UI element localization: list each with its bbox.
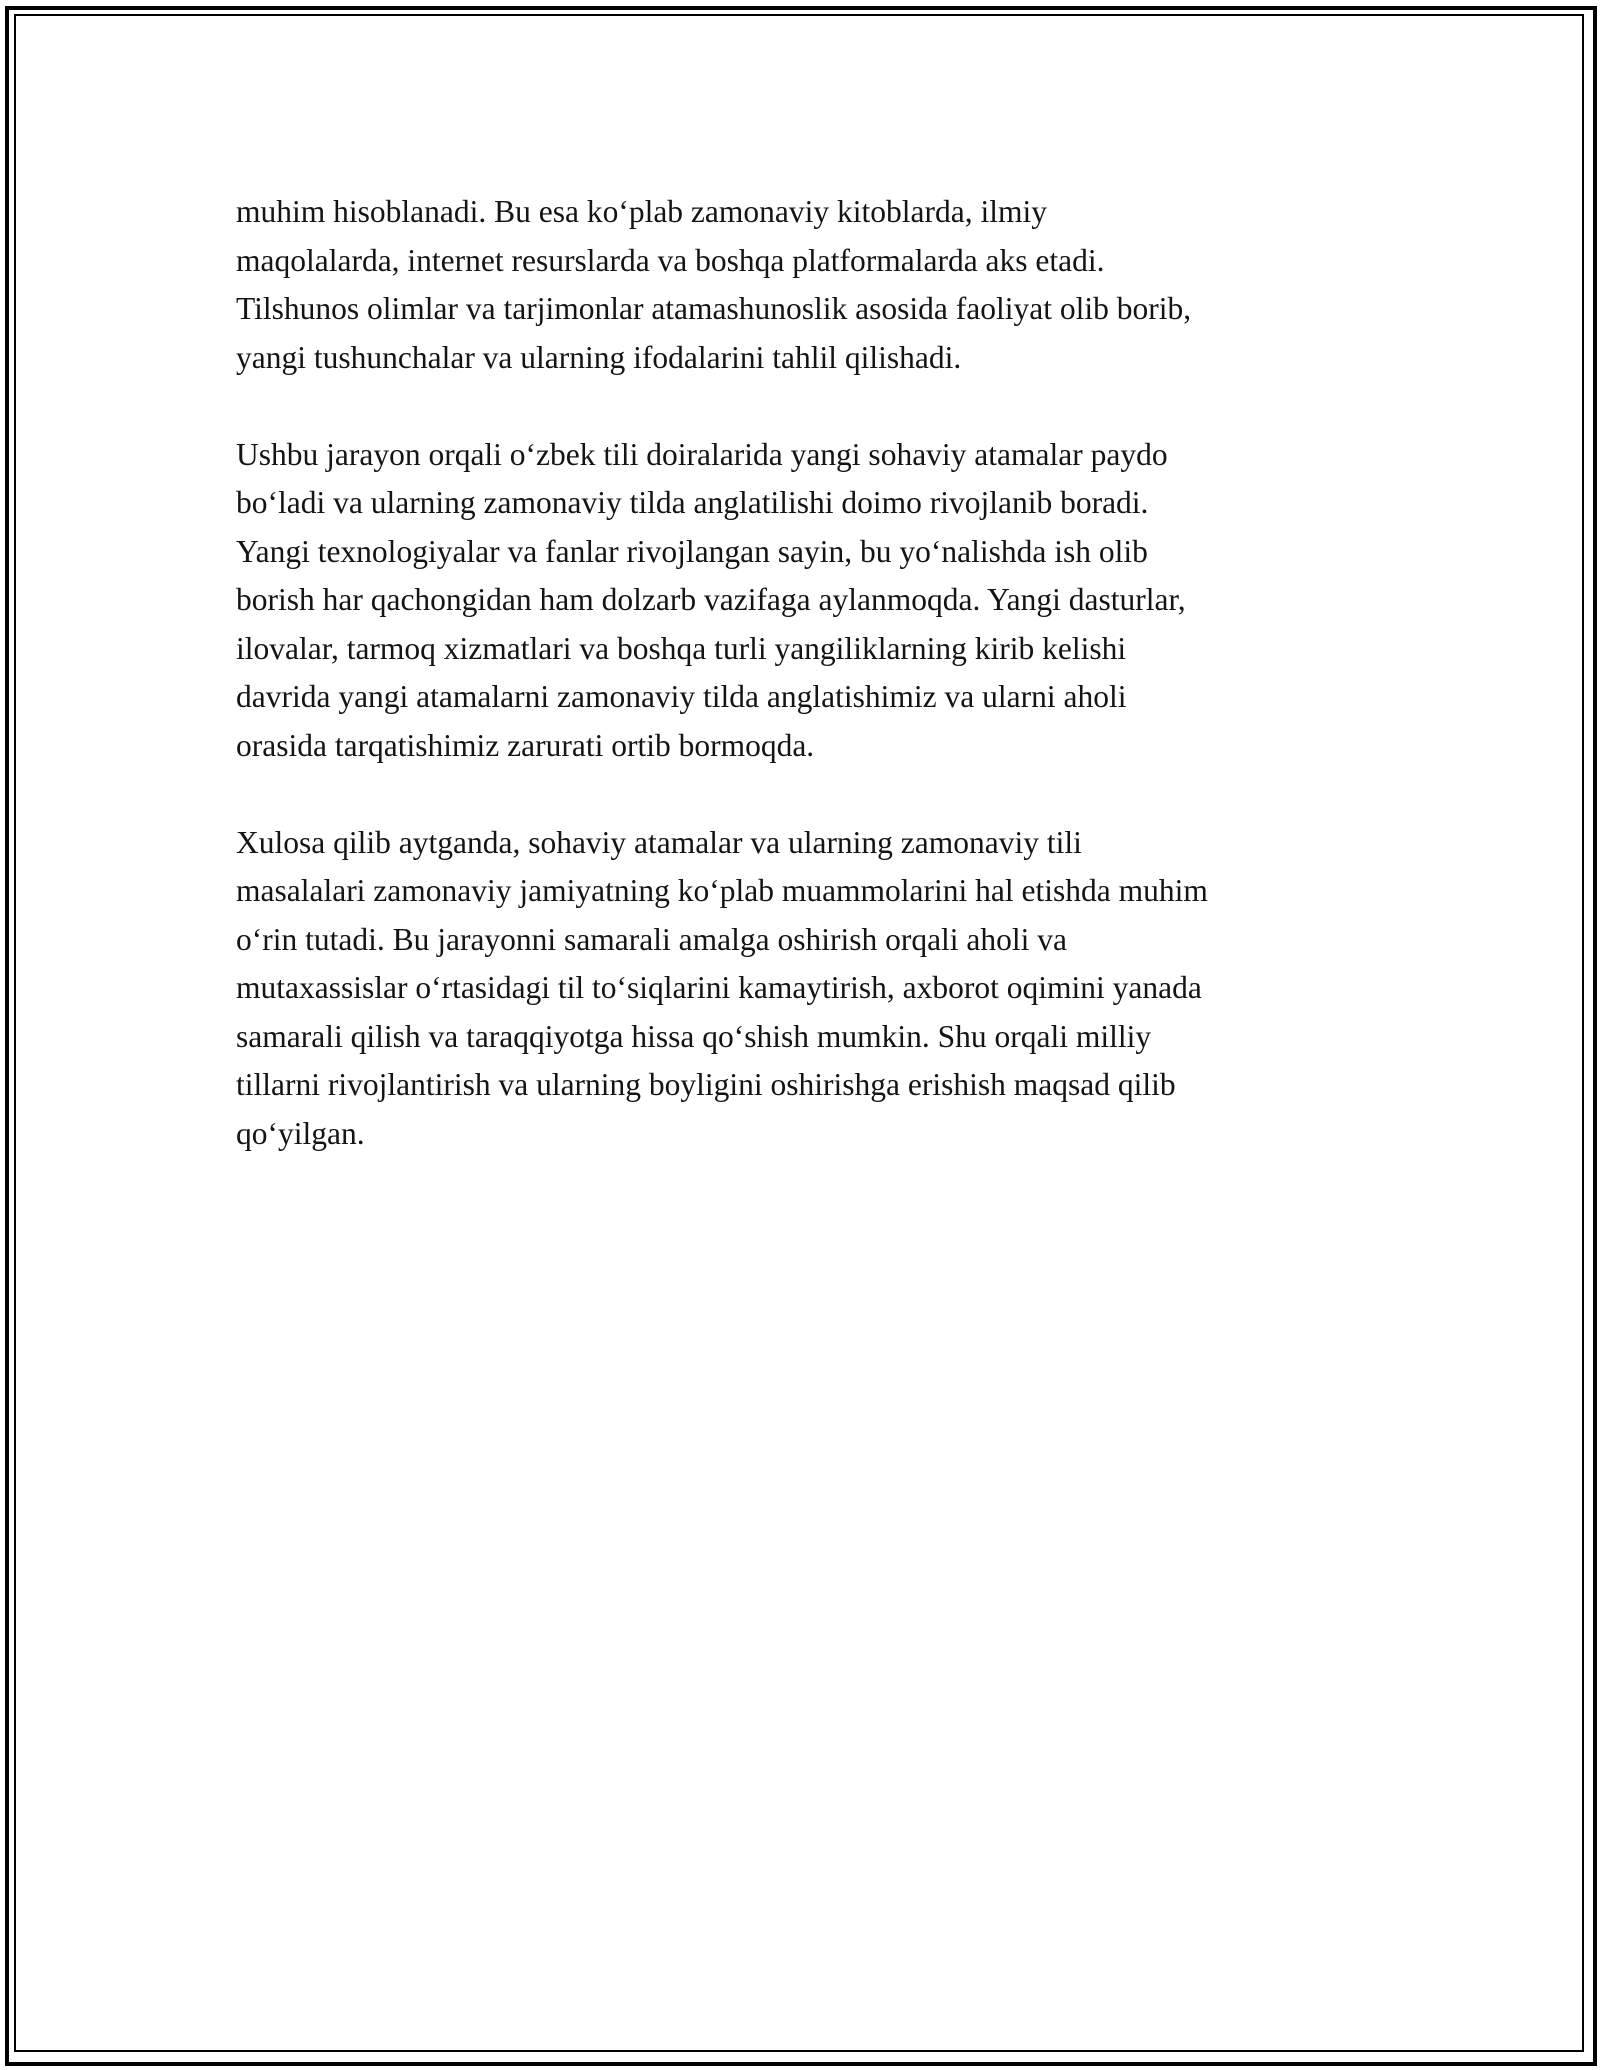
page-body	[236, 188, 1406, 1207]
text-line: bo‘ladi va ularning zamonaviy tilda anglatilishi doimo rivojlanib boradi.	[236, 485, 1149, 520]
paragraph-2	[236, 431, 1406, 771]
text-line: Ushbu jarayon orqali o‘zbek tili doiralarida yangi sohaviy atamalar paydo	[236, 436, 1168, 472]
text-line: masalalari zamonaviy jamiyatning ko‘plab muammolarini hal etishda muhim	[236, 873, 1208, 908]
text-line: borish har qachongidan ham dolzarb vazifaga aylanmoqda. Yangi dasturlar,	[236, 582, 1186, 617]
text-line: mutaxassislar o‘rtasidagi til to‘siqlarini kamaytirish, axborot oqimini yanada	[236, 970, 1202, 1005]
text-line: Xulosa qilib aytganda, sohaviy atamalar va ularning zamonaviy tili	[236, 824, 1082, 860]
text-line: maqolalarda, internet resurslarda va boshqa platformalarda aks etadi.	[236, 242, 1105, 278]
text-line: orasida tarqatishimiz zarurati ortib bormoqda.	[236, 727, 815, 763]
text-line: samarali qilish va taraqqiyotga hissa qo‘shish mumkin. Shu orqali milliy	[236, 1018, 1152, 1054]
text-line: qo‘yilgan.	[236, 1115, 365, 1151]
text-line: o‘rin tutadi. Bu jarayonni samarali amalga oshirish orqali aholi va	[236, 921, 1068, 957]
text-line: tillarni rivojlantirish va ularning boyligini oshirishga erishish maqsad qilib	[236, 1067, 1176, 1102]
text-line: ilovalar, tarmoq xizmatlari va boshqa turli yangiliklarning kirib kelishi	[236, 630, 1127, 666]
paragraph-1	[236, 188, 1406, 382]
paragraph-3	[236, 819, 1406, 1159]
text-line: Yangi texnologiyalar va fanlar rivojlangan sayin, bu yo‘nalishda ish olib	[236, 533, 1148, 569]
text-line: yangi tushunchalar va ularning ifodalarini tahlil qilishadi.	[236, 339, 962, 375]
text-line: muhim hisoblanadi. Bu esa ko‘plab zamonaviy kitoblarda, ilmiy	[236, 194, 1047, 229]
text-line: Tilshunos olimlar va tarjimonlar atamashunoslik asosida faoliyat olib borib,	[236, 291, 1192, 326]
text-line: davrida yangi atamalarni zamonaviy tilda anglatishimiz va ularni aholi	[236, 679, 1127, 714]
